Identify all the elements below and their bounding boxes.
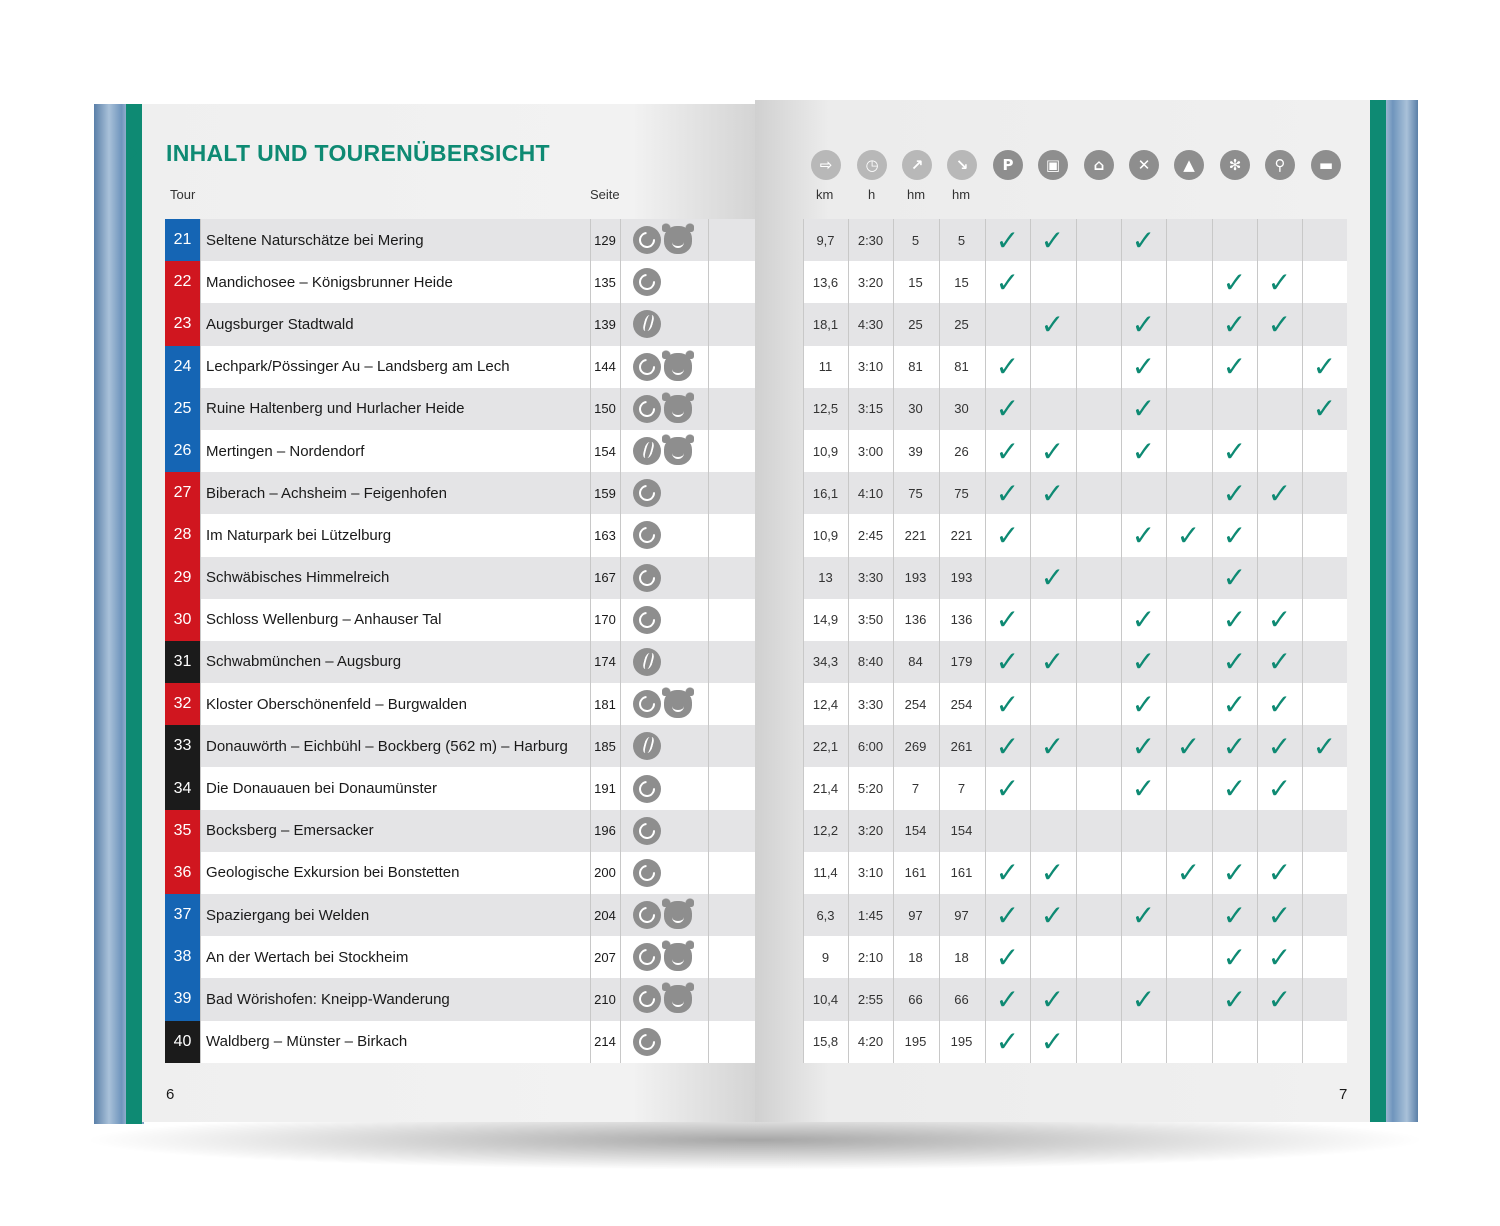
table-row	[165, 894, 1347, 936]
tour-name: Waldberg – Münster – Birkach	[206, 1033, 408, 1051]
distance-sign-icon: ⇨	[811, 150, 841, 180]
round-tour-icon	[633, 268, 661, 296]
tour-page: 135	[594, 274, 616, 290]
winter-check-icon: ✓	[1222, 772, 1247, 806]
header-hm-down: hm	[952, 187, 971, 202]
tour-ascent: 66	[908, 991, 923, 1007]
bike-check-icon: ✓	[1267, 307, 1292, 341]
tour-distance: 9,7	[816, 232, 835, 248]
bike-check-icon: ✓	[1267, 645, 1292, 679]
tour-name: An der Wertach bei Stockheim	[206, 948, 409, 966]
descent-arrow-icon: ↘	[947, 150, 977, 180]
family-bear-icon	[664, 943, 692, 971]
round-tour-icon	[633, 901, 661, 929]
header-km: km	[816, 187, 834, 202]
tour-page: 185	[594, 738, 616, 754]
tour-duration: 8:40	[857, 654, 884, 670]
round-tour-icon	[633, 395, 661, 423]
tour-duration: 4:20	[857, 1034, 884, 1050]
parking-icon: P	[993, 150, 1023, 180]
winter-icon: ✻	[1220, 150, 1250, 180]
tour-page: 159	[594, 485, 616, 501]
tour-number: 31	[165, 641, 200, 683]
tour-ascent: 5	[911, 232, 920, 248]
bus-check-icon: ✓	[1040, 1025, 1065, 1059]
table-row	[165, 219, 1347, 261]
cable-car-icon: ⌂	[1084, 150, 1114, 180]
tour-distance: 10,9	[812, 527, 839, 543]
tour-ascent: 15	[908, 274, 923, 290]
tour-ascent: 195	[904, 1034, 927, 1050]
tour-descent: 161	[950, 865, 973, 881]
restaurant-check-icon: ✓	[1131, 603, 1156, 637]
winter-check-icon: ✓	[1222, 856, 1247, 890]
round-tour-icon	[633, 817, 661, 845]
tour-number: 29	[165, 557, 200, 599]
table-row	[165, 725, 1347, 767]
tour-number: 40	[165, 1021, 200, 1063]
tour-distance: 6,3	[816, 907, 835, 923]
tour-number: 21	[165, 219, 200, 261]
restaurant-check-icon: ✓	[1131, 772, 1156, 806]
table-row	[165, 852, 1347, 894]
bike-check-icon: ✓	[1267, 940, 1292, 974]
bike-check-icon: ✓	[1267, 856, 1292, 890]
tour-ascent: 18	[908, 949, 923, 965]
tour-distance: 18,1	[812, 316, 839, 332]
tour-name: Lechpark/Pössinger Au – Landsberg am Lech	[206, 358, 510, 376]
tour-distance: 34,3	[812, 654, 839, 670]
tour-name: Schwabmünchen – Augsburg	[206, 653, 402, 671]
bike-check-icon: ✓	[1267, 603, 1292, 637]
tour-duration: 4:30	[857, 316, 884, 332]
winter-check-icon: ✓	[1222, 898, 1247, 932]
bike-check-icon: ✓	[1267, 982, 1292, 1016]
tour-name: Spaziergang bei Welden	[206, 906, 370, 924]
bike-check-icon: ✓	[1267, 687, 1292, 721]
bike-check-icon: ✓	[1267, 772, 1292, 806]
tour-ascent: 161	[904, 865, 927, 881]
clock-icon: ◷	[857, 150, 887, 180]
tour-distance: 10,9	[812, 443, 839, 459]
tour-number: 39	[165, 978, 200, 1020]
tour-name: Im Naturpark bei Lützelburg	[206, 526, 392, 544]
tour-descent: 81	[954, 359, 969, 375]
tour-name: Ruine Haltenberg und Hurlacher Heide	[206, 400, 465, 418]
accommodation-icon: ▬	[1311, 150, 1341, 180]
tour-duration: 3:00	[857, 443, 884, 459]
header-hours: h	[868, 187, 876, 202]
tour-duration: 3:10	[857, 865, 884, 881]
table-row	[165, 767, 1347, 809]
ascent-arrow-icon: ↗	[902, 150, 932, 180]
bike-check-icon: ✓	[1267, 265, 1292, 299]
tour-duration: 2:45	[857, 527, 884, 543]
winter-check-icon: ✓	[1222, 561, 1247, 595]
winter-check-icon: ✓	[1222, 940, 1247, 974]
header-tour: Tour	[170, 187, 196, 202]
tour-name: Die Donauauen bei Donaumünster	[206, 780, 437, 798]
tour-page: 167	[594, 570, 616, 586]
tour-descent: 221	[950, 527, 973, 543]
tour-descent: 26	[954, 443, 969, 459]
tour-name: Seltene Naturschätze bei Mering	[206, 231, 424, 249]
tour-distance: 14,9	[812, 612, 839, 628]
one-way-tour-icon	[633, 437, 661, 465]
tour-distance: 11	[818, 359, 833, 375]
tour-ascent: 221	[904, 527, 927, 543]
bus-check-icon: ✓	[1040, 307, 1065, 341]
hut-check-icon: ✓	[1176, 518, 1201, 552]
tour-descent: 261	[950, 738, 973, 754]
green-band-right	[1370, 100, 1386, 1122]
parking-check-icon: ✓	[995, 603, 1020, 637]
family-bear-icon	[664, 690, 692, 718]
parking-check-icon: ✓	[995, 729, 1020, 763]
restaurant-check-icon: ✓	[1131, 982, 1156, 1016]
tour-distance: 16,1	[812, 485, 839, 501]
round-tour-icon	[633, 606, 661, 634]
tour-descent: 195	[950, 1034, 973, 1050]
table-row	[165, 430, 1347, 472]
family-bear-icon	[664, 395, 692, 423]
tour-number: 27	[165, 472, 200, 514]
tour-duration: 2:55	[857, 991, 884, 1007]
parking-check-icon: ✓	[995, 940, 1020, 974]
restaurant-check-icon: ✓	[1131, 223, 1156, 257]
tour-page: 191	[594, 781, 616, 797]
round-tour-icon	[633, 479, 661, 507]
tour-descent: 154	[950, 823, 973, 839]
tour-ascent: 154	[904, 823, 927, 839]
restaurant-check-icon: ✓	[1131, 518, 1156, 552]
tour-duration: 3:20	[857, 823, 884, 839]
tour-page: 129	[594, 232, 616, 248]
restaurant-check-icon: ✓	[1131, 392, 1156, 426]
tour-duration: 4:10	[857, 485, 884, 501]
round-tour-icon	[633, 859, 661, 887]
bus-check-icon: ✓	[1040, 434, 1065, 468]
tour-page: 154	[594, 443, 616, 459]
bike-check-icon: ✓	[1267, 898, 1292, 932]
table-row	[165, 557, 1347, 599]
winter-check-icon: ✓	[1222, 434, 1247, 468]
tour-name: Schwäbisches Himmelreich	[206, 569, 390, 587]
tour-name: Donauwörth – Eichbühl – Bockberg (562 m) – Harburg	[206, 737, 568, 755]
round-tour-icon	[633, 564, 661, 592]
bus-check-icon: ✓	[1040, 476, 1065, 510]
tour-table	[165, 219, 1347, 1063]
accommodation-check-icon: ✓	[1312, 350, 1337, 384]
winter-check-icon: ✓	[1222, 518, 1247, 552]
tour-descent: 179	[950, 654, 973, 670]
winter-check-icon: ✓	[1222, 265, 1247, 299]
tour-number: 30	[165, 599, 200, 641]
table-row	[165, 978, 1347, 1020]
tour-descent: 15	[954, 274, 969, 290]
parking-check-icon: ✓	[995, 982, 1020, 1016]
tour-descent: 30	[954, 401, 969, 417]
restaurant-check-icon: ✓	[1131, 687, 1156, 721]
tour-distance: 12,4	[812, 696, 839, 712]
bus-check-icon: ✓	[1040, 561, 1065, 595]
tour-page: 174	[594, 654, 616, 670]
parking-check-icon: ✓	[995, 265, 1020, 299]
tour-page: 163	[594, 527, 616, 543]
tour-page: 204	[594, 907, 616, 923]
accommodation-check-icon: ✓	[1312, 729, 1337, 763]
table-row	[165, 810, 1347, 852]
winter-check-icon: ✓	[1222, 350, 1247, 384]
tour-name: Bad Wörishofen: Kneipp-Wanderung	[206, 990, 450, 1008]
bus-check-icon: ✓	[1040, 223, 1065, 257]
tour-descent: 136	[950, 612, 973, 628]
round-tour-icon	[633, 521, 661, 549]
one-way-tour-icon	[633, 310, 661, 338]
tour-ascent: 30	[908, 401, 923, 417]
tour-name: Geologische Exkursion bei Bonstetten	[206, 864, 460, 882]
winter-check-icon: ✓	[1222, 687, 1247, 721]
bike-icon: ⚲	[1265, 150, 1295, 180]
tour-duration: 2:10	[857, 949, 884, 965]
restaurant-check-icon: ✓	[1131, 307, 1156, 341]
round-tour-icon	[633, 943, 661, 971]
tour-ascent: 7	[911, 781, 920, 797]
tour-distance: 9	[821, 949, 830, 965]
winter-check-icon: ✓	[1222, 307, 1247, 341]
tour-page: 144	[594, 359, 616, 375]
tour-distance: 13,6	[812, 274, 839, 290]
table-row	[165, 388, 1347, 430]
round-tour-icon	[633, 226, 661, 254]
tour-page: 207	[594, 949, 616, 965]
tour-number: 32	[165, 683, 200, 725]
tour-name: Augsburger Stadtwald	[206, 315, 354, 333]
tour-descent: 5	[957, 232, 966, 248]
page-number-left: 6	[166, 1086, 175, 1103]
bus-check-icon: ✓	[1040, 898, 1065, 932]
tour-number: 22	[165, 261, 200, 303]
tour-ascent: 81	[908, 359, 923, 375]
tour-name: Mertingen – Nordendorf	[206, 442, 365, 460]
tour-duration: 3:15	[857, 401, 884, 417]
tour-duration: 3:50	[857, 612, 884, 628]
title-arrow-icon	[127, 144, 137, 162]
round-tour-icon	[633, 775, 661, 803]
tour-ascent: 25	[908, 316, 923, 332]
parking-check-icon: ✓	[995, 223, 1020, 257]
tour-number: 23	[165, 303, 200, 345]
tour-ascent: 84	[908, 654, 923, 670]
winter-check-icon: ✓	[1222, 603, 1247, 637]
hut-check-icon: ✓	[1176, 729, 1201, 763]
parking-check-icon: ✓	[995, 856, 1020, 890]
parking-check-icon: ✓	[995, 434, 1020, 468]
tour-name: Bocksberg – Emersacker	[206, 822, 374, 840]
winter-check-icon: ✓	[1222, 729, 1247, 763]
tour-duration: 3:30	[857, 570, 884, 586]
tour-number: 33	[165, 725, 200, 767]
tour-name: Mandichosee – Königsbrunner Heide	[206, 273, 453, 291]
table-row	[165, 261, 1347, 303]
family-bear-icon	[664, 901, 692, 929]
bus-check-icon: ✓	[1040, 982, 1065, 1016]
tour-duration: 6:00	[857, 738, 884, 754]
parking-check-icon: ✓	[995, 350, 1020, 384]
round-tour-icon	[633, 353, 661, 381]
round-tour-icon	[633, 690, 661, 718]
bus-check-icon: ✓	[1040, 645, 1065, 679]
tour-number: 38	[165, 936, 200, 978]
parking-check-icon: ✓	[995, 476, 1020, 510]
restaurant-check-icon: ✓	[1131, 898, 1156, 932]
tour-duration: 5:20	[857, 781, 884, 797]
tour-ascent: 75	[908, 485, 923, 501]
parking-check-icon: ✓	[995, 898, 1020, 932]
tour-ascent: 97	[908, 907, 923, 923]
tour-distance: 12,5	[812, 401, 839, 417]
family-bear-icon	[664, 226, 692, 254]
accommodation-check-icon: ✓	[1312, 392, 1337, 426]
tour-distance: 11,4	[813, 865, 838, 881]
tour-distance: 15,8	[812, 1034, 839, 1050]
parking-check-icon: ✓	[995, 518, 1020, 552]
tour-ascent: 269	[904, 738, 927, 754]
tour-number: 26	[165, 430, 200, 472]
table-row	[165, 303, 1347, 345]
tour-distance: 21,4	[812, 781, 839, 797]
bike-check-icon: ✓	[1267, 729, 1292, 763]
page-title: INHALT UND TOURENÜBERSICHT	[166, 140, 550, 166]
one-way-tour-icon	[633, 648, 661, 676]
tour-number: 34	[165, 767, 200, 809]
winter-check-icon: ✓	[1222, 982, 1247, 1016]
tour-duration: 3:20	[857, 274, 884, 290]
restaurant-check-icon: ✓	[1131, 645, 1156, 679]
parking-check-icon: ✓	[995, 392, 1020, 426]
tour-descent: 254	[950, 696, 973, 712]
hut-icon: ▲	[1174, 150, 1204, 180]
parking-check-icon: ✓	[995, 687, 1020, 721]
tour-page: 210	[594, 991, 616, 1007]
restaurant-check-icon: ✓	[1131, 434, 1156, 468]
bus-icon: ▣	[1038, 150, 1068, 180]
family-bear-icon	[664, 985, 692, 1013]
round-tour-icon	[633, 1028, 661, 1056]
tour-duration: 2:30	[857, 232, 884, 248]
green-band-left	[126, 104, 142, 1124]
tour-duration: 3:30	[857, 696, 884, 712]
tour-page: 150	[594, 401, 616, 417]
bus-check-icon: ✓	[1040, 729, 1065, 763]
tour-number: 35	[165, 810, 200, 852]
bike-check-icon: ✓	[1267, 476, 1292, 510]
family-bear-icon	[664, 353, 692, 381]
table-row	[165, 683, 1347, 725]
tour-page: 170	[594, 612, 616, 628]
header-hm-up: hm	[907, 187, 926, 202]
tour-name: Biberach – Achsheim – Feigenhofen	[206, 484, 447, 502]
tour-descent: 7	[957, 781, 966, 797]
hut-check-icon: ✓	[1176, 856, 1201, 890]
header-seite: Seite	[590, 187, 620, 202]
tour-descent: 25	[954, 316, 969, 332]
table-row	[165, 346, 1347, 388]
tour-descent: 193	[950, 570, 973, 586]
tour-distance: 22,1	[812, 738, 839, 754]
tour-number: 28	[165, 514, 200, 556]
tour-descent: 75	[954, 485, 969, 501]
table-row	[165, 936, 1347, 978]
tour-descent: 66	[954, 991, 969, 1007]
restaurant-icon: ✕	[1129, 150, 1159, 180]
tour-number: 37	[165, 894, 200, 936]
parking-check-icon: ✓	[995, 772, 1020, 806]
tour-ascent: 193	[904, 570, 927, 586]
restaurant-check-icon: ✓	[1131, 350, 1156, 384]
tour-name: Schloss Wellenburg – Anhauser Tal	[206, 611, 442, 629]
tour-distance: 13	[818, 570, 833, 586]
tour-ascent: 254	[904, 696, 927, 712]
tour-descent: 97	[954, 907, 969, 923]
table-row	[165, 641, 1347, 683]
tour-page: 196	[594, 823, 616, 839]
parking-check-icon: ✓	[995, 1025, 1020, 1059]
table-row	[165, 599, 1347, 641]
table-row	[165, 514, 1347, 556]
tour-number: 36	[165, 852, 200, 894]
parking-check-icon: ✓	[995, 645, 1020, 679]
restaurant-check-icon: ✓	[1131, 729, 1156, 763]
tour-distance: 10,4	[812, 991, 839, 1007]
tour-name: Kloster Oberschönenfeld – Burgwalden	[206, 695, 467, 713]
one-way-tour-icon	[633, 732, 661, 760]
tour-number: 24	[165, 346, 200, 388]
tour-ascent: 39	[908, 443, 923, 459]
tour-page: 200	[594, 865, 616, 881]
family-bear-icon	[664, 437, 692, 465]
page-number-right: 7	[1339, 1086, 1348, 1103]
bus-check-icon: ✓	[1040, 856, 1065, 890]
tour-ascent: 136	[904, 612, 927, 628]
tour-duration: 3:10	[857, 359, 884, 375]
tour-distance: 12,2	[812, 823, 839, 839]
table-row	[165, 472, 1347, 514]
tour-number: 25	[165, 388, 200, 430]
tour-duration: 1:45	[857, 907, 884, 923]
tour-page: 214	[594, 1034, 616, 1050]
table-row	[165, 1021, 1347, 1063]
tour-page: 181	[594, 696, 616, 712]
tour-page: 139	[594, 316, 616, 332]
round-tour-icon	[633, 985, 661, 1013]
tour-descent: 18	[954, 949, 969, 965]
winter-check-icon: ✓	[1222, 645, 1247, 679]
winter-check-icon: ✓	[1222, 476, 1247, 510]
